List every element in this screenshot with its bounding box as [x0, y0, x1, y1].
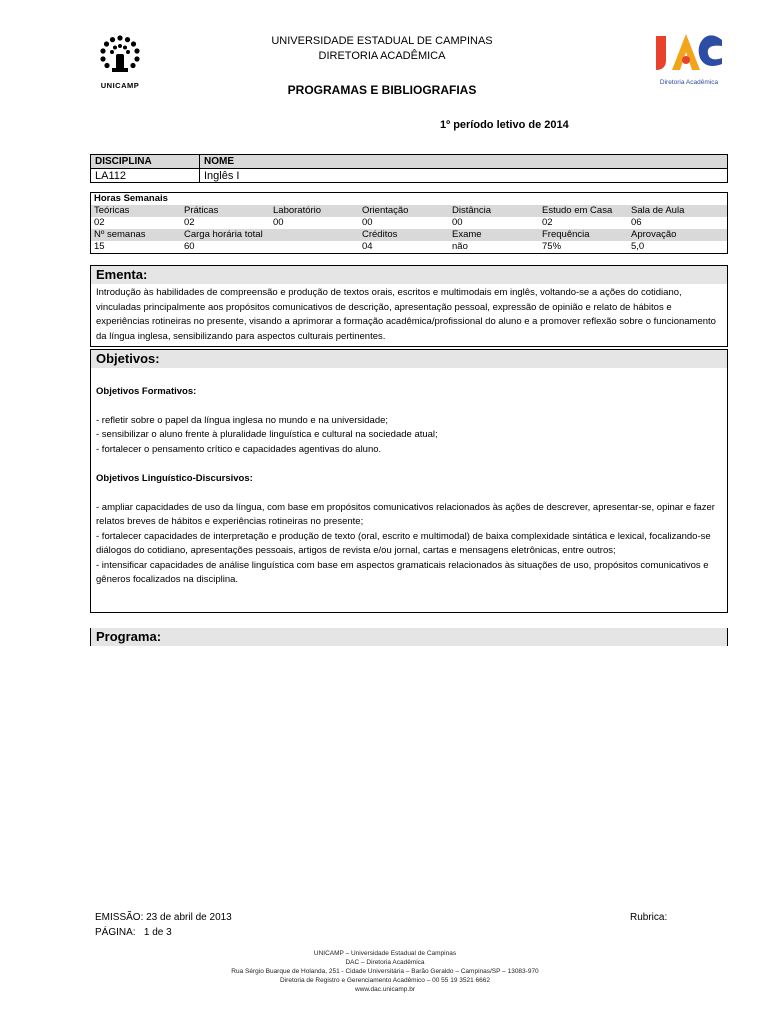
hours-value: 75%	[542, 241, 562, 252]
hours-label: Distância	[452, 205, 492, 216]
hours-value: não	[452, 241, 468, 252]
hours-label: Frequência	[542, 229, 590, 240]
hours-value: 15	[94, 241, 105, 252]
hours-label: Nº semanas	[94, 229, 146, 240]
hours-table	[91, 193, 727, 253]
hours-value: 5,0	[631, 241, 645, 252]
hours-value: 60	[184, 241, 195, 252]
hours-label: Sala de Aula	[631, 205, 685, 216]
address-line: Rua Sérgio Buarque de Holanda, 251 - Cidade Universitária – Barão Geraldo – Campinas/SP – 13083-970	[231, 968, 539, 975]
objetivo-item: - fortalecer o pensamento crítico e capacidades agentivas do aluno.	[96, 443, 382, 455]
directorate-name: DIRETORIA ACADÊMICA	[318, 50, 446, 62]
hours-value: 00	[273, 217, 284, 228]
objetivos-discursivos-title: Objetivos Linguístico-Discursivos:	[96, 472, 253, 484]
hours-value: 00	[362, 217, 373, 228]
hours-label: Aprovação	[631, 229, 677, 240]
hours-box	[90, 192, 728, 254]
objetivo-item: - fortalecer capacidades de interpretação e produção de texto (oral, escrito e multimodal) de baixa complexidade sintática e lexical, focalizando-se diálogos do cotidiano, apresentações pessoais, artigos de revista e/ou jornal, cartas e mensagens eletrônicas, entre outros;	[96, 530, 711, 556]
hours-value	[270, 241, 359, 253]
objetivo-item: - sensibilizar o aluno frente à pluralidade linguística e cultural na sociedade atual;	[96, 429, 438, 440]
address-line: UNICAMP – Universidade Estadual de Campinas	[313, 950, 457, 957]
objetivo-item: - ampliar capacidades de uso da língua, com base em propósitos comunicativos relacionados às ações de descrever, apresentar-se, opinar e fazer relatos breves de hábitos e experiências rotineiras no presente;	[96, 501, 715, 527]
hours-label: Práticas	[184, 205, 219, 216]
ementa-section	[90, 265, 728, 347]
unicamp-logo-text: UNICAMP	[100, 81, 140, 90]
hours-label: Orientação	[362, 205, 409, 216]
dac-logo-text: Diretoria Acadêmica	[659, 79, 719, 86]
hours-value: 04	[362, 241, 373, 252]
hours-label: Carga horária total	[184, 229, 263, 240]
rubrica-label: Rubrica:	[630, 912, 668, 923]
objetivo-item: - refletir sobre o papel da língua inglesa no mundo e na universidade;	[96, 414, 389, 426]
hours-label: Teóricas	[94, 205, 130, 216]
page-number: PÁGINA: 1 de 3	[95, 927, 172, 938]
discipline-table	[90, 154, 728, 183]
address-line: DAC – Diretoria Acadêmica	[345, 959, 425, 966]
programa-title: Programa:	[90, 628, 728, 646]
hours-label: Laboratório	[273, 205, 322, 216]
dac-logo	[652, 30, 726, 86]
ementa-text: Introdução às habilidades de compreensão e produção de textos orais, escritos e multimodais em inglês, voltando-se a ações do cotidiano, vinculadas principalmente aos propósitos comunicativos de descrição, apresentação pessoal, expressão de opinião e relato de hábitos e experiências rotineiras no presente, visando a aprimorar a formação acadêmica/profissional do aluno e a promover reflexão sobre o funcionamento da língua inglesa, sensibilizando para aspectos culturais pertinentes.	[96, 287, 716, 342]
address-line: Diretoria de Registro e Gerenciamento Acadêmico – 00 55 19 3521 6662	[280, 977, 490, 984]
footer-address	[150, 949, 620, 994]
objetivos-formativos-title: Objetivos Formativos:	[96, 385, 197, 397]
hours-value: 06	[631, 217, 642, 228]
discipline-name: Inglês I	[200, 169, 728, 183]
objetivo-item: - intensificar capacidades de análise linguística com base em aspectos gramaticais relacionados às situações de uso, propósitos comunicativos e gêneros focalizados na disciplina.	[96, 559, 709, 585]
ementa-title: Ementa:	[91, 266, 727, 284]
page-title: PROGRAMAS E BIBLIOGRAFIAS	[287, 83, 477, 97]
university-name: UNIVERSIDADE ESTADUAL DE CAMPINAS	[271, 35, 493, 47]
hours-value: 00	[452, 217, 463, 228]
hours-title: Horas Semanais	[94, 193, 168, 204]
hours-label: Estudo em Casa	[542, 205, 613, 216]
unicamp-logo	[93, 34, 147, 90]
period-label: 1º período letivo de 2014	[440, 119, 569, 131]
hours-value: 02	[542, 217, 553, 228]
discipline-name-label: NOME	[200, 155, 728, 169]
hours-label: Créditos	[362, 229, 398, 240]
emissao-date: EMISSÃO: 23 de abril de 2013	[95, 912, 232, 923]
objetivos-section	[90, 349, 728, 613]
discipline-code-label: DISCIPLINA	[91, 155, 200, 169]
objetivos-title: Objetivos:	[91, 350, 727, 368]
discipline-code: LA112	[91, 169, 200, 183]
hours-value: 02	[94, 217, 105, 228]
hours-label: Exame	[452, 229, 482, 240]
address-line: www.dac.unicamp.br	[355, 986, 415, 993]
hours-label	[270, 229, 359, 241]
hours-value: 02	[184, 217, 195, 228]
